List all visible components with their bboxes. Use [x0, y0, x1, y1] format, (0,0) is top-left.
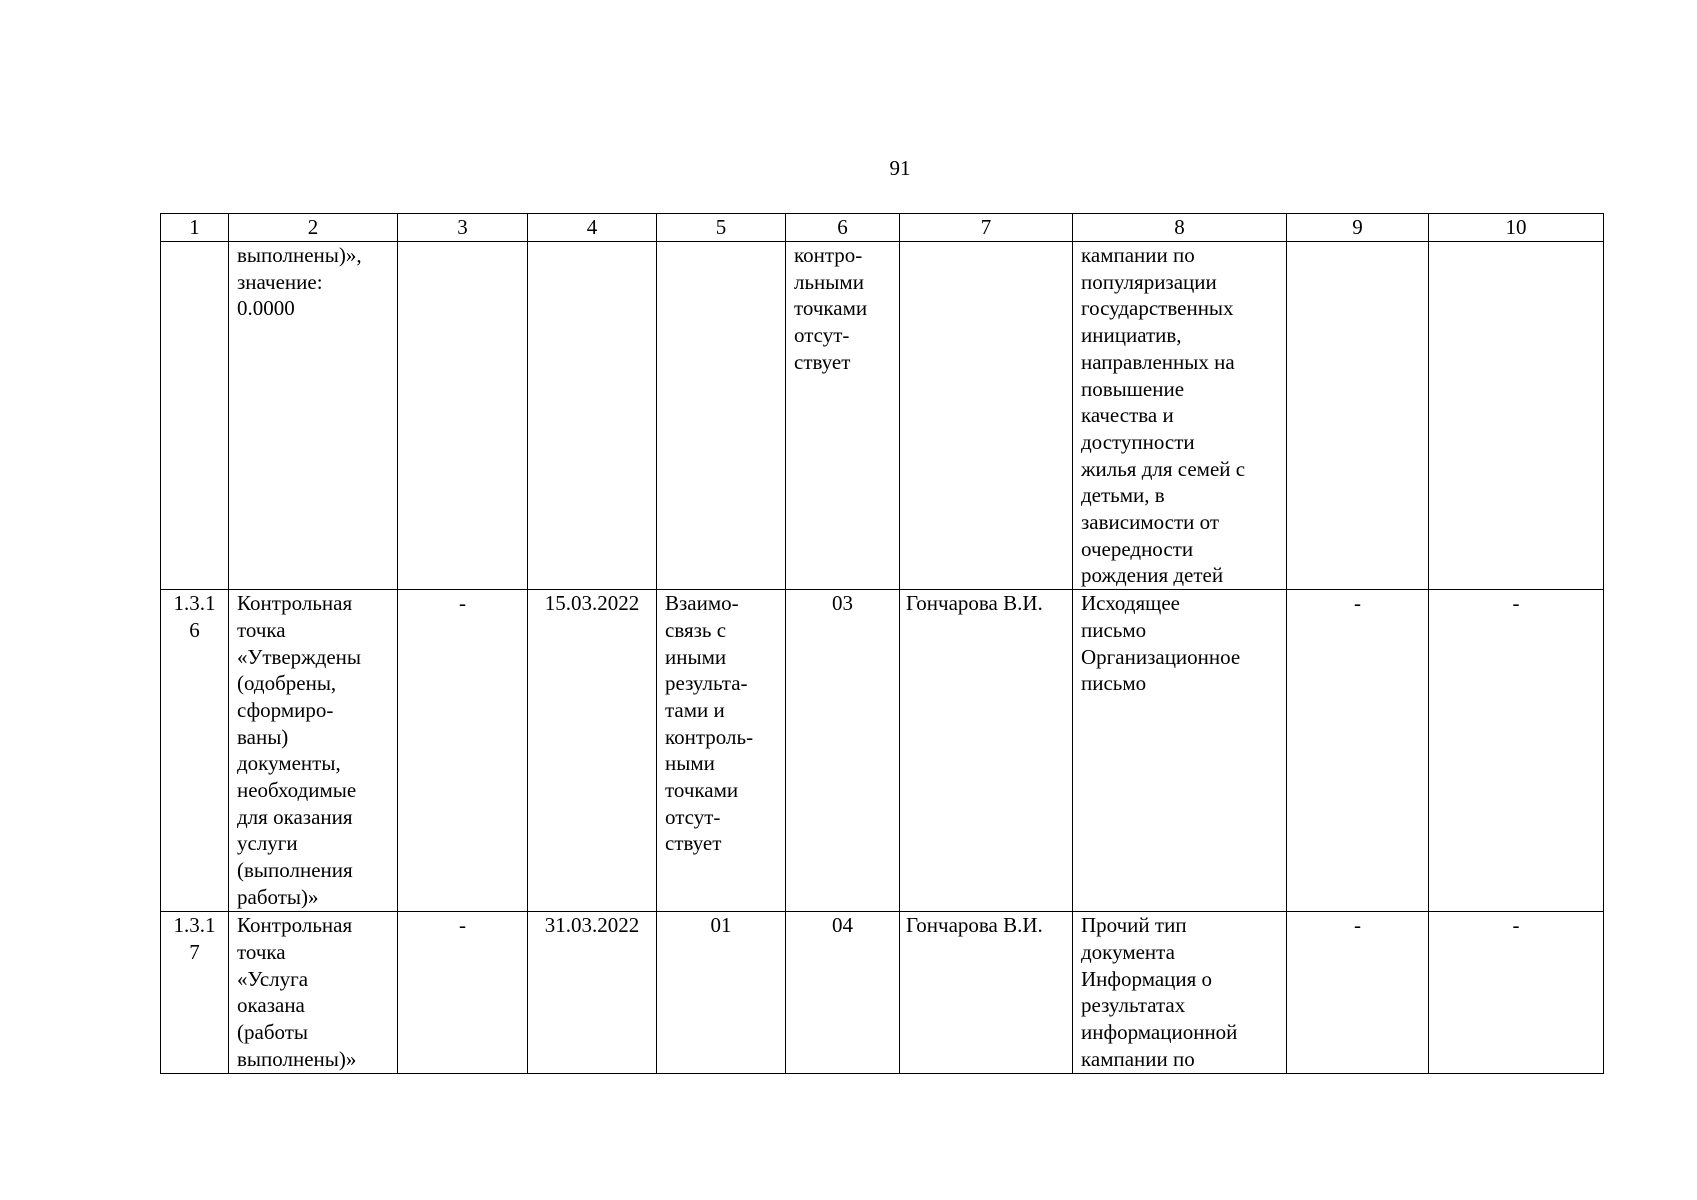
table-row-1-3-16: [161, 590, 1604, 912]
column-header: 8: [1073, 214, 1287, 242]
column-header: 1: [161, 214, 229, 242]
cell-col3: -: [398, 590, 528, 912]
page-number: 91: [889, 156, 911, 180]
column-header: 6: [786, 214, 900, 242]
cell-responsible: Гончарова В.И.: [900, 590, 1073, 912]
cell-name: выполнены)», значение: 0.0000: [229, 242, 398, 590]
cell-document: Исходящее письмо Организационное письмо: [1073, 590, 1287, 912]
cell-col9: -: [1287, 912, 1429, 1074]
cell-col6: контро- льными точками отсут- ствует: [786, 242, 900, 590]
cell-col5: 01: [657, 912, 786, 1074]
cell-col10: -: [1429, 912, 1604, 1074]
cell-date: 31.03.2022: [528, 912, 657, 1074]
cell-responsible: [900, 242, 1073, 590]
cell-date: 15.03.2022: [528, 590, 657, 912]
cell-col3: [398, 242, 528, 590]
column-header: 2: [229, 214, 398, 242]
cell-document: Прочий тип документа Информация о результатах информационной кампании по: [1073, 912, 1287, 1074]
cell-col9: -: [1287, 590, 1429, 912]
cell-responsible: Гончарова В.И.: [900, 912, 1073, 1074]
cell-name: Контрольная точка «Утверждены (одобрены, сформиро- ваны) документы, необходимые для оказания услуги (выполнения работы)»: [229, 590, 398, 912]
document-table: [160, 213, 1604, 1074]
cell-number: 1.3.16: [161, 590, 229, 912]
cell-col9: [1287, 242, 1429, 590]
column-header: 4: [528, 214, 657, 242]
cell-col10: -: [1429, 590, 1604, 912]
column-header: 7: [900, 214, 1073, 242]
table-row-1-3-17: [161, 912, 1604, 1074]
cell-col10: [1429, 242, 1604, 590]
table-header-row: [161, 214, 1604, 242]
cell-number: [161, 242, 229, 590]
cell-col3: -: [398, 912, 528, 1074]
table-row-continuation: [161, 242, 1604, 590]
cell-name: Контрольная точка «Услуга оказана (работы выполнены)»: [229, 912, 398, 1074]
cell-col5: [657, 242, 786, 590]
cell-col6: 03: [786, 590, 900, 912]
cell-number: 1.3.17: [161, 912, 229, 1074]
cell-col6: 04: [786, 912, 900, 1074]
column-header: 5: [657, 214, 786, 242]
cell-col5: Взаимо- связь с иными результа- тами и контроль- ными точками отсут- ствует: [657, 590, 786, 912]
cell-document: кампании по популяризации государственных инициатив, направленных на повышение качества и доступности жилья для семей с детьми, в зависимости от очередности рождения детей: [1073, 242, 1287, 590]
column-header: 9: [1287, 214, 1429, 242]
column-header: 3: [398, 214, 528, 242]
cell-date: [528, 242, 657, 590]
column-header: 10: [1429, 214, 1604, 242]
